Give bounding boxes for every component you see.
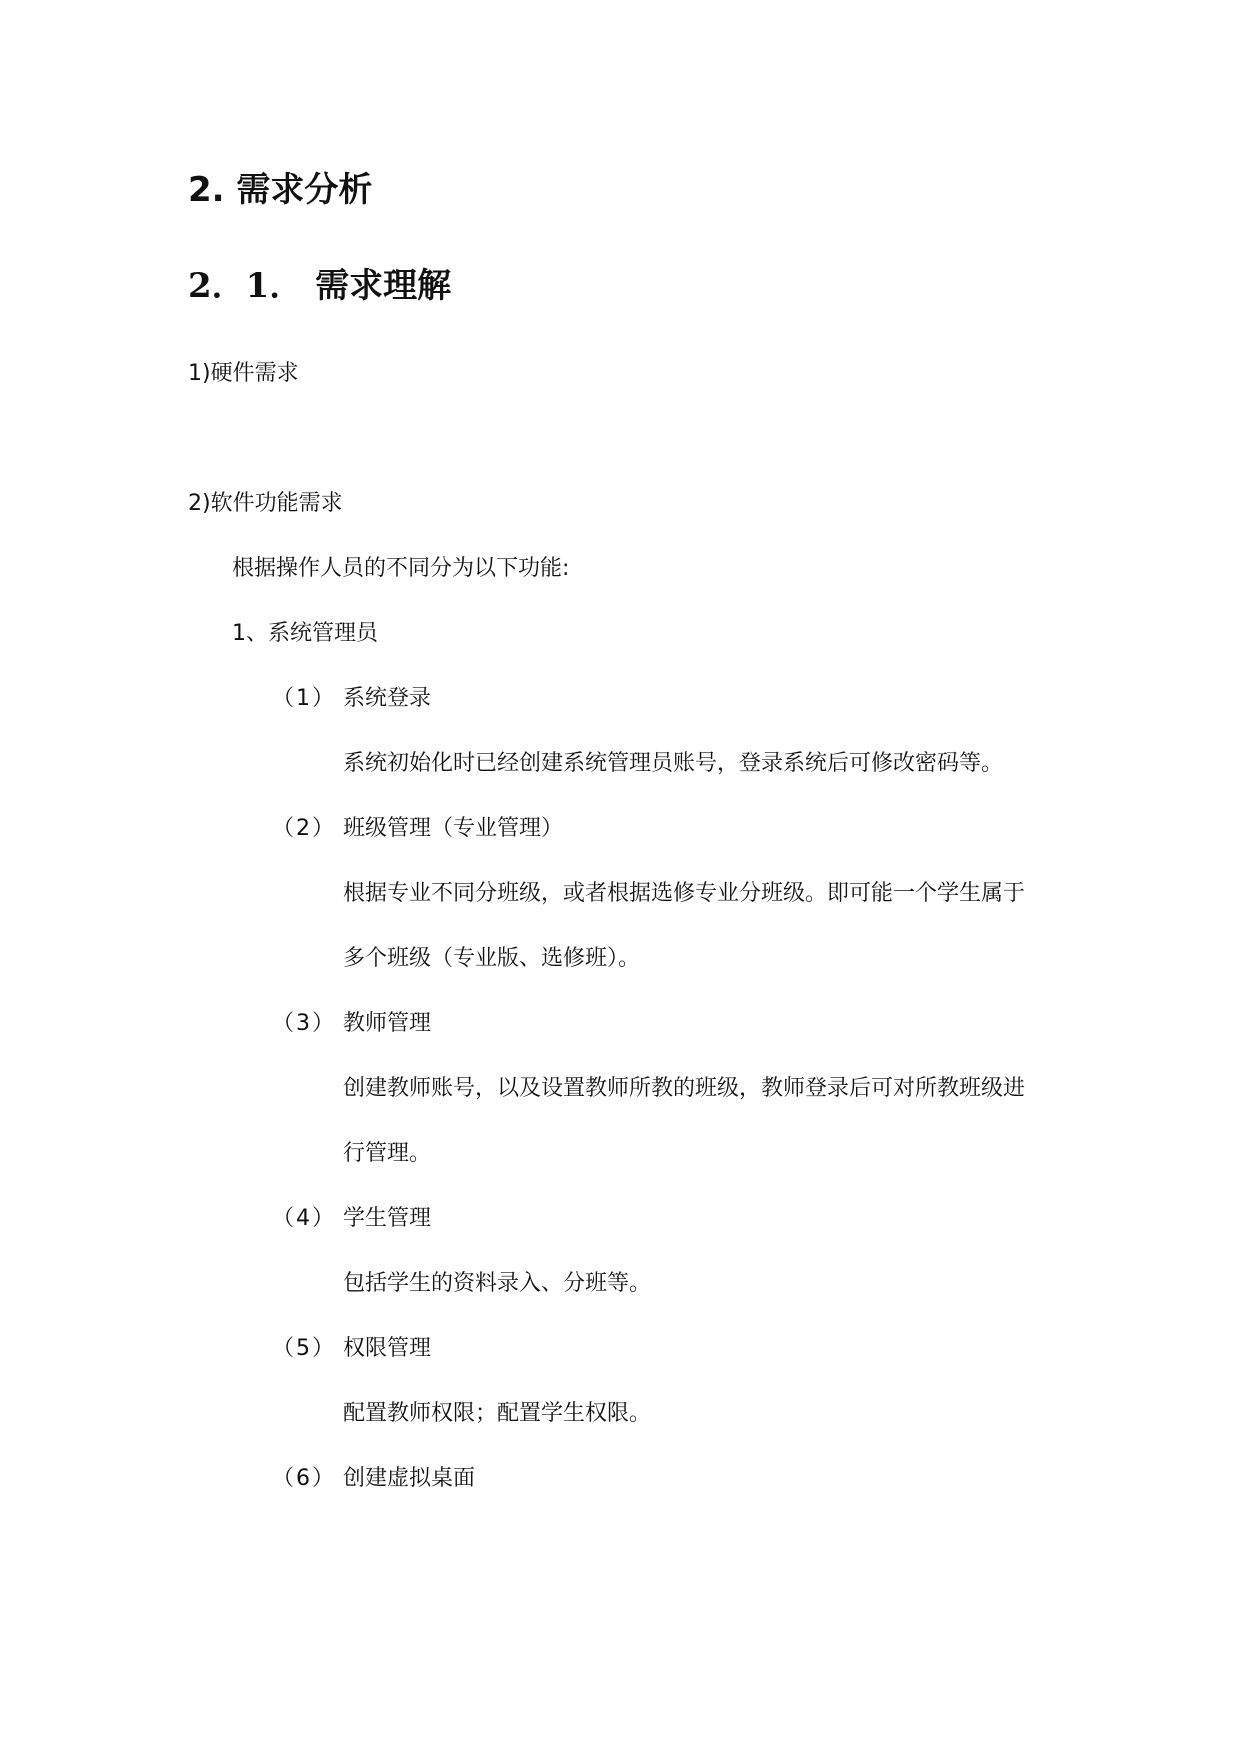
item-description: 包括学生的资料录入、分班等。	[343, 1271, 652, 1296]
heading-level2: 2．1． 需求理解	[188, 266, 452, 306]
role-heading: 1、系统管理员	[232, 621, 378, 646]
item-title: 学生管理	[343, 1206, 432, 1231]
heading-level1: 2. 需求分析	[188, 170, 373, 210]
section-software: 2)软件功能需求	[188, 491, 343, 516]
item-title: 创建虚拟桌面	[343, 1466, 476, 1491]
item-number: （1）	[272, 686, 336, 711]
item-number: （5）	[272, 1336, 336, 1361]
item-description: 创建教师账号，以及设置教师所教的班级，教师登录后可对所教班级进	[343, 1076, 1026, 1101]
item-number: （6）	[272, 1466, 336, 1491]
item-title: 系统登录	[343, 686, 432, 711]
item-description: 系统初始化时已经创建系统管理员账号，登录系统后可修改密码等。	[343, 751, 1004, 776]
item-number: （2）	[272, 816, 336, 841]
intro-paragraph: 根据操作人员的不同分为以下功能:	[232, 556, 570, 581]
item-title: 班级管理（专业管理）	[343, 816, 564, 841]
item-number: （3）	[272, 1011, 336, 1036]
section-hardware: 1)硬件需求	[188, 361, 299, 386]
item-description: 多个班级（专业版、选修班）。	[343, 946, 641, 971]
item-description: 行管理。	[343, 1141, 432, 1166]
item-title: 教师管理	[343, 1011, 432, 1036]
item-title: 权限管理	[343, 1336, 432, 1361]
item-description: 配置教师权限；配置学生权限。	[343, 1401, 652, 1426]
item-number: （4）	[272, 1206, 336, 1231]
item-description: 根据专业不同分班级，或者根据选修专业分班级。即可能一个学生属于	[343, 881, 1026, 906]
